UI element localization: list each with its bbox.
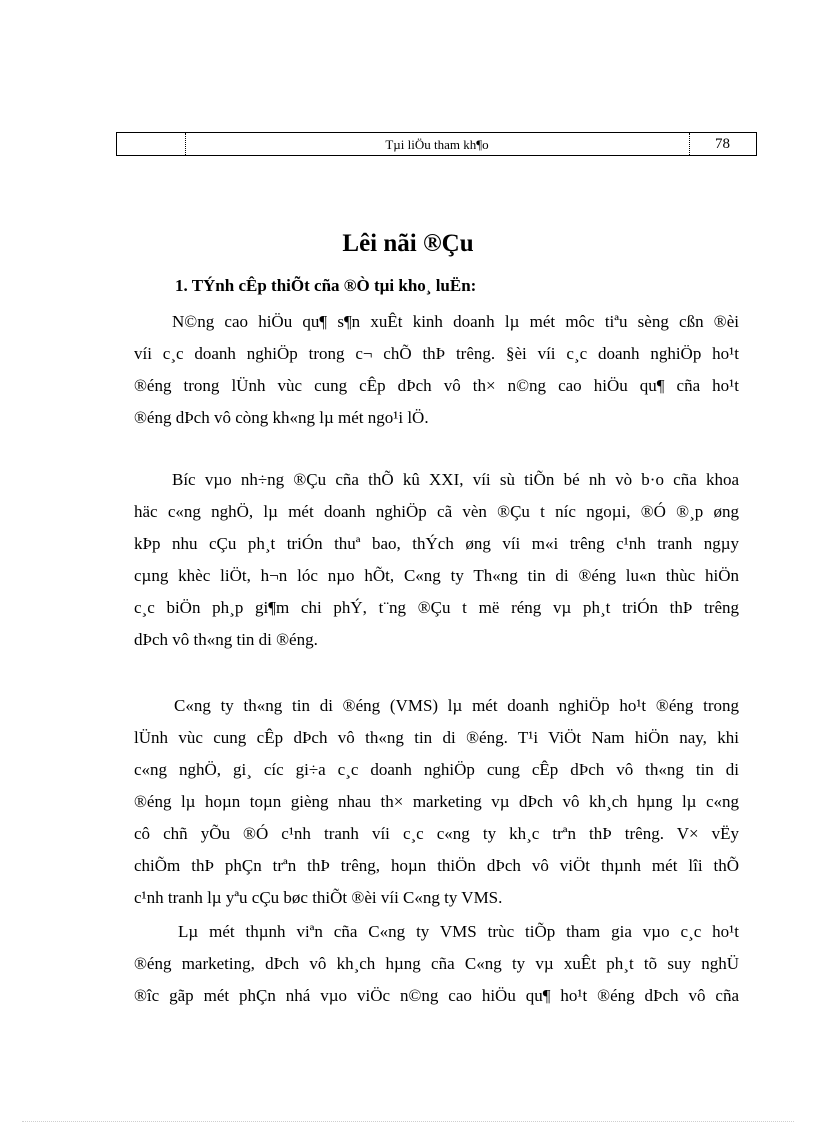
paragraph-line: Bíc vµo nh÷ng ®Çu cña thÕ kû XXI, víi sù tiÕn bé nh vò b·o cña khoa [172, 470, 739, 489]
paragraph-line: ®éng trong lÜnh vùc cung cÊp dÞch vô th× n©ng cao hiÖu qu¶ cña ho¹t [134, 376, 739, 395]
paragraph-1 [134, 306, 739, 434]
paragraph-line: cô chñ yÕu ®Ó c¹nh tranh víi c¸c c«ng ty kh¸c trªn thÞ trêng. V× vËy [134, 824, 739, 843]
paragraph-2 [134, 464, 739, 656]
paragraph-line: dÞch vô th«ng tin di ®éng. [134, 630, 318, 649]
paragraph-line: chiÕm thÞ phÇn trªn thÞ trêng, hoµn thiÖn dÞch vô viÖt thµnh mét lîi thÕ [134, 856, 739, 875]
section-heading: 1. TÝnh cÊp thiÕt cña ®Ò tµi kho¸ luËn: [175, 276, 477, 295]
paragraph-line: ®éng marketing, dÞch vô kh¸ch hµng cña C«ng ty vµ xuÊt ph¸t tõ suy nghÜ [134, 954, 739, 973]
paragraph-line: C«ng ty th«ng tin di ®éng (VMS) lµ mét doanh nghiÖp ho¹t ®éng trong [174, 696, 739, 715]
paragraph-line: c¹nh tranh lµ yªu cÇu bøc thiÕt ®èi víi C«ng ty VMS. [134, 888, 503, 907]
paragraph-line: cµng khèc liÖt, h¬n lóc nµo hÕt, C«ng ty Th«ng tin di ®éng lu«n thùc hiÖn [134, 566, 739, 585]
page-title: Lêi nãi ®Çu [342, 230, 474, 257]
paragraph-line: N©ng cao hiÖu qu¶ s¶n xuÊt kinh doanh lµ mét môc tiªu sèng cßn ®èi [172, 312, 739, 331]
page-bottom-rule [22, 1121, 794, 1122]
paragraph-line: c«ng nghÖ, gi¸ cíc gi÷a c¸c doanh nghiÖp cung cÊp dÞch vô th«ng tin di [134, 760, 739, 779]
paragraph-line: häc c«ng nghÖ, lµ mét doanh nghiÖp cã vèn ®Çu t níc ngoµi, ®Ó ®¸p øng [134, 502, 739, 521]
page-number: 78 [715, 136, 730, 152]
paragraph-line: ®îc gãp mét phÇn nhá vµo viÖc n©ng cao hiÖu qu¶ ho¹t ®éng dÞch vô cña [134, 986, 739, 1005]
paragraph-line: kÞp nhu cÇu ph¸t triÓn thuª bao, thÝch øng víi m«i trêng c¹nh tranh ngµy [134, 534, 739, 553]
running-header [116, 132, 757, 156]
paragraph-line: c¸c biÖn ph¸p gi¶m chi phÝ, t¨ng ®Çu t më réng vµ ph¸t triÓn thÞ trêng [134, 598, 739, 617]
paragraph-line: víi c¸c doanh nghiÖp trong c¬ chÕ thÞ trêng. §èi víi c¸c doanh nghiÖp ho¹t [134, 344, 739, 363]
paragraph-line: ®éng lµ hoµn toµn gièng nhau th× marketing vµ dÞch vô kh¸ch hµng lµ c«ng [134, 792, 739, 811]
paragraph-4 [134, 916, 739, 1012]
paragraph-line: Lµ mét thµnh viªn cña C«ng ty VMS trùc tiÕp tham gia vµo c¸c ho¹t [178, 922, 739, 941]
paragraph-line: lÜnh vùc cung cÊp dÞch vô th«ng tin di ®éng. T¹i ViÖt Nam hiÖn nay, khi [134, 728, 739, 747]
paragraph-3 [134, 690, 739, 914]
paragraph-line: ®éng dÞch vô còng kh«ng lµ mét ngo¹i lÖ. [134, 408, 429, 427]
header-title: Tµi liÖu tham kh¶o [385, 137, 489, 152]
